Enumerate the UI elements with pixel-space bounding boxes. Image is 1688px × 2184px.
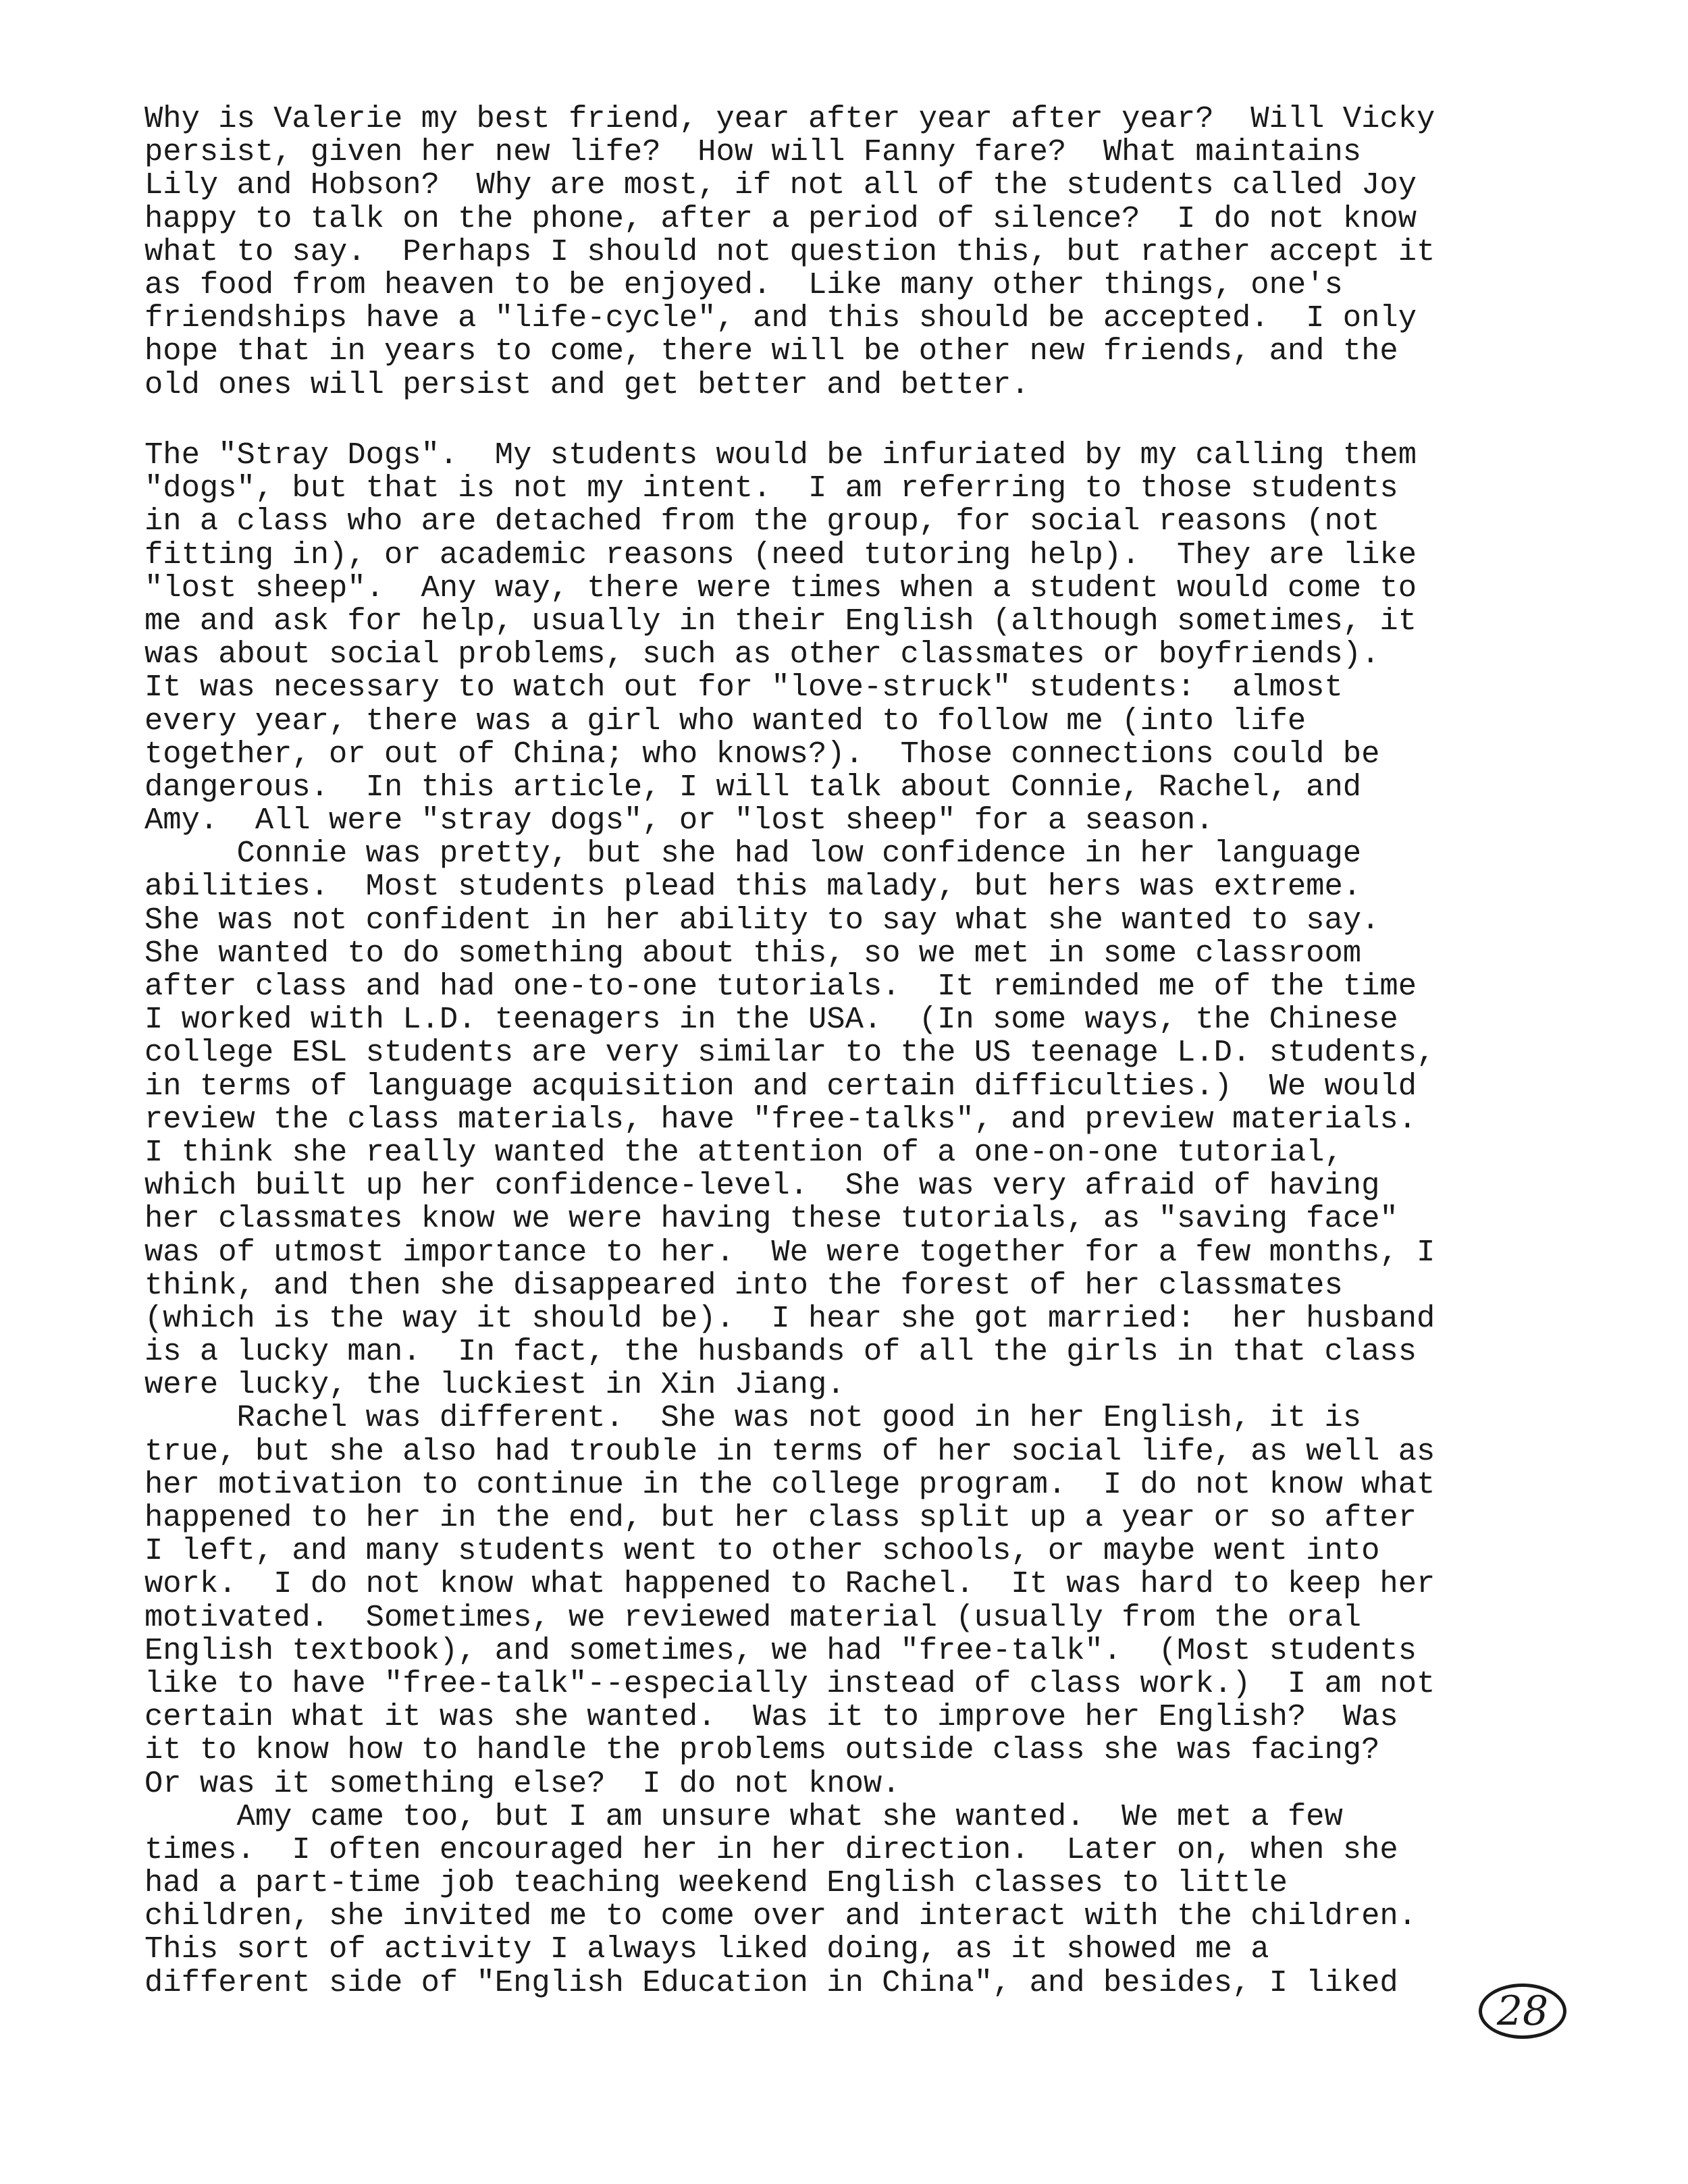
text-line: certain what it was she wanted. Was it to improve her English? Was [144,1699,1398,1735]
text-line: is a lucky man. In fact, the husbands of all the girls in that class [144,1334,1417,1370]
handwritten-page-number: 28 [1479,1983,1566,2039]
text-line: abilities. Most students plead this malady, but hers was extreme. [144,869,1362,905]
text-line: were lucky, the luckiest in Xin Jiang. [144,1367,845,1403]
text-line: This sort of activity I always liked doing, as it showed me a [144,1932,1269,1967]
text-line: "dogs", but that is not my intent. I am referring to those students [144,471,1398,506]
text-line: motivated. Sometimes, we reviewed material (usually from the oral [144,1599,1362,1635]
text-line: It was necessary to watch out for "love-struck" students: almost [144,670,1343,705]
text-line: She was not confident in her ability to say what she wanted to say. [144,902,1380,938]
text-line: "lost sheep". Any way, there were times when a student would come to [144,570,1417,606]
text-line: children, she invited me to come over and interact with the children. [144,1898,1417,1934]
text-line: her motivation to continue in the college program. I do not know what [144,1466,1435,1502]
text-line: (which is the way it should be). I hear she got married: her husband [144,1300,1435,1336]
text-line: Or was it something else? I do not know. [144,1765,901,1801]
text-line: after class and had one-to-one tutorials. It reminded me of the time [144,969,1417,1004]
text-line: She wanted to do something about this, so we met in some classroom [144,935,1362,971]
text-line: in terms of language acquisition and certain difficulties.) We would [144,1068,1417,1104]
text-line: times. I often encouraged her in her direction. Later on, when she [144,1832,1398,1867]
text-line: true, but she also had trouble in terms of her social life, as well as [144,1433,1435,1469]
text-line: English textbook), and sometimes, we had "free-talk". (Most students [144,1632,1417,1668]
text-line: happy to talk on the phone, after a period of silence? I do not know [144,201,1417,236]
text-line: The "Stray Dogs". My students would be infuriated by my calling them [144,437,1417,473]
text-line: together, or out of China; who knows?). Those connections could be [144,736,1380,772]
text-line: I left, and many students went to other schools, or maybe went into [144,1533,1380,1569]
text-line: it to know how to handle the problems outside class she was facing? [144,1732,1380,1768]
text-line: I think she really wanted the attention of a one-on-one tutorial, [144,1134,1343,1170]
text-line: her classmates know we were having these tutorials, as "saving face" [144,1201,1398,1237]
text-line: happened to her in the end, but her class split up a year or so after [144,1500,1417,1535]
text-line: like to have "free-talk"--especially instead of class work.) I am not [144,1666,1435,1701]
text-line: me and ask for help, usually in their English (although sometimes, it [144,603,1417,639]
text-line: had a part-time job teaching weekend English classes to little [144,1865,1288,1901]
text-line: think, and then she disappeared into the forest of her classmates [144,1267,1343,1303]
text-line: what to say. Perhaps I should not question this, but rather accept it [144,234,1435,269]
text-line: Rachel was different. She was not good in her English, it is [144,1400,1362,1436]
text-line: hope that in years to come, there will be other new friends, and the [144,334,1398,369]
paragraph-stray-dogs [144,439,1569,2000]
text-line: fitting in), or academic reasons (need tutoring help). They are like [144,537,1417,572]
text-line: review the class materials, have "free-talks", and preview materials. [144,1101,1417,1137]
text-line: dangerous. In this article, I will talk about Connie, Rachel, and [144,769,1362,805]
text-line: Why is Valerie my best friend, year after year after year? Will Vicky [144,101,1435,136]
text-line: in a class who are detached from the group, for social reasons (not [144,504,1380,539]
text-line: old ones will persist and get better and better. [144,367,1030,402]
text-line: Connie was pretty, but she had low confidence in her language [144,836,1362,872]
text-line: Amy. All were "stray dogs", or "lost sheep" for a season. [144,803,1214,838]
text-line: friendships have a "life-cycle", and this should be accepted. I only [144,300,1417,336]
text-line: as food from heaven to be enjoyed. Like many other things, one's [144,267,1343,302]
text-line: every year, there was a girl who wanted to follow me (into life [144,703,1307,739]
text-line: I worked with L.D. teenagers in the USA. (In some ways, the Chinese [144,1002,1398,1038]
text-line: different side of "English Education in China", and besides, I liked [144,1965,1398,2000]
text-line: was of utmost importance to her. We were together for a few months, I [144,1234,1435,1270]
text-line: college ESL students are very similar to the US teenage L.D. students, [144,1035,1435,1071]
text-line: Amy came too, but I am unsure what she wanted. We met a few [144,1799,1343,1834]
text-line: work. I do not know what happened to Rachel. It was hard to keep her [144,1566,1435,1602]
paragraph-best-friends [144,103,1569,402]
text-line: Lily and Hobson? Why are most, if not all of the students called Joy [144,167,1417,203]
text-line: was about social problems, such as other classmates or boyfriends). [144,637,1380,672]
text-line: which built up her confidence-level. She was very afraid of having [144,1168,1380,1204]
text-line: persist, given her new life? How will Fanny fare? What maintains [144,134,1362,170]
